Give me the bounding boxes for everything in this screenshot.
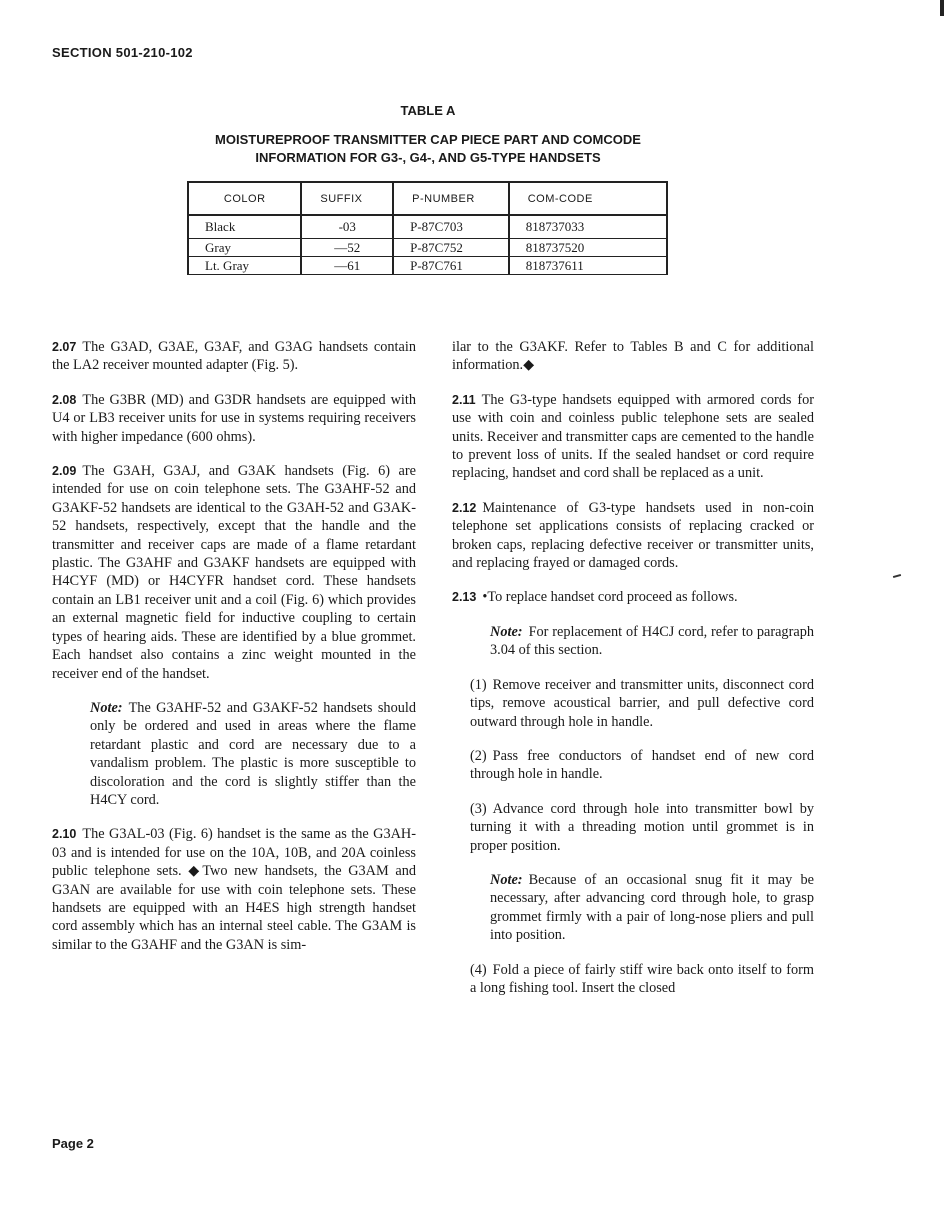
step-number: (3) (470, 800, 487, 817)
paragraph-number: 2.08 (52, 392, 77, 407)
paragraph-text: The G3AH, G3AJ, and G3AK handsets (Fig. 6) are intended for use on coin telephone sets. The G3AHF-52 and G3AKF-52 handsets are identical to the G3AH-52 and G3AK-52 handsets, respectively, except that the handle and the transmitter and receiver caps are made of a flame retardant plastic. The G3AHF and G3AKF handsets are equipped with H4CYF (MD) or H4CYFR handset cord. These handsets contain an LB1 receiver unit and a coil (Fig. 6) which provides an external magnetic field for inductive coupling to certain types of hearing aids. These are identified by a blue grommet. Each handset also contains a zinc weight mounted in the receiver end of the handset. (52, 463, 416, 682)
paragraph-2-09 (52, 462, 416, 683)
step-1 (470, 676, 814, 731)
table-title: TABLE A (400, 103, 456, 118)
note-text: The G3AHF-52 and G3AKF-52 handsets should only be ordered and used in areas where the flame retardant plastic and cord are necessary due to a vandalism problem. The plastic is more susceptible to discoloration and the cord is slightly stiffer than the H4CY cord. (90, 699, 416, 808)
paragraph-number: 2.11 (452, 392, 476, 407)
paragraph-2-10 (52, 825, 416, 954)
paragraph-number: 2.13 (452, 590, 477, 605)
note-h4cj-cord (490, 623, 814, 660)
column-header-com-code: COM-CODE (509, 182, 667, 215)
note-label: Note: (90, 699, 123, 716)
table-caption (0, 103, 856, 167)
paragraph-number: 2.12 (452, 500, 477, 515)
table-cell: Lt. Gray (188, 257, 301, 275)
step-number: (1) (470, 676, 487, 693)
right-column (452, 338, 814, 1013)
left-column (52, 338, 416, 970)
paragraph-text: The G3BR (MD) and G3DR handsets are equipped with U4 or LB3 receiver units for use in systems requiring receivers with higher impedance (600 ohms). (52, 391, 416, 445)
paragraph-2-13 (452, 588, 814, 606)
table-row (188, 215, 667, 239)
table-header-row (188, 182, 667, 215)
page-edge-mark (940, 0, 944, 16)
step-number: (4) (470, 961, 487, 978)
table-cell: P-87C752 (393, 239, 509, 257)
paragraph-text: •To replace handset cord proceed as follows. (482, 589, 738, 606)
paragraph-text: The G3-type handsets equipped with armored cords for use with coin and coinless public telephone sets are sealed units. Receiver and transmitter caps are cemented to the handle to prevent loss of units. If the sealed handset or cord require replacing, handset and cord shall be replaced as a unit. (452, 391, 814, 482)
table-cell: —61 (301, 257, 393, 275)
step-text: Fold a piece of fairly stiff wire back onto itself to form a long fishing tool. Insert the closed (470, 961, 814, 996)
table-cell: -03 (301, 215, 393, 239)
page-number: Page 2 (52, 1136, 94, 1151)
step-number: (2) (470, 747, 487, 764)
table-cell: 818737611 (509, 257, 667, 275)
paragraph-number: 2.09 (52, 464, 77, 479)
step-2 (470, 747, 814, 784)
table-cell: —52 (301, 239, 393, 257)
section-header: SECTION 501-210-102 (52, 45, 193, 60)
paragraph-text: The G3AD, G3AE, G3AF, and G3AG handsets contain the LA2 receiver mounted adapter (Fig. 5). (52, 339, 416, 374)
table-row (188, 239, 667, 257)
table-cell: P-87C761 (393, 257, 509, 275)
column-header-suffix: SUFFIX (301, 182, 393, 215)
paragraph-2-12 (452, 499, 814, 573)
step-text: Advance cord through hole into transmitter bowl by turning it with a threading motion until grommet is in proper position. (470, 800, 814, 854)
step-text: Pass free conductors of handset end of new cord through hole in handle. (470, 747, 814, 783)
note-label: Note: (490, 623, 523, 640)
paragraph-text: ilar to the G3AKF. Refer to Tables B and C for additional information.◆ (452, 339, 814, 374)
table-caption-line-2: INFORMATION FOR G3-, G4-, AND G5-TYPE HANDSETS (255, 150, 601, 165)
note-text: For replacement of H4CJ cord, refer to paragraph 3.04 of this section. (490, 623, 814, 659)
step-3 (470, 800, 814, 855)
table-cell: 818737520 (509, 239, 667, 257)
column-header-color: COLOR (188, 182, 301, 215)
paragraph-2-10-continued (452, 338, 814, 375)
note-flame-retardant (90, 699, 416, 809)
note-snug-fit (490, 871, 814, 945)
table-cell: P-87C703 (393, 215, 509, 239)
paragraph-2-11 (452, 391, 814, 483)
step-4 (470, 961, 814, 998)
parts-table (187, 181, 668, 275)
paragraph-text: The G3AL-03 (Fig. 6) handset is the same as the G3AH-03 and is intended for use on the 10A, 10B, and 20A coinless public telephone sets. ◆Two new handsets, the G3AM and G3AN are available for use with coin telephone sets. These handsets are equipped with an H4ES high strength handset cord assembly which has an internal steel cable. The G3AM is similar to the G3AHF and the G3AN is sim- (52, 826, 416, 953)
column-header-p-number: P-NUMBER (393, 182, 509, 215)
paragraph-2-07 (52, 338, 416, 375)
table-cell: 818737033 (509, 215, 667, 239)
paragraph-number: 2.10 (52, 827, 77, 842)
note-label: Note: (490, 871, 523, 888)
table-row (188, 257, 667, 275)
margin-mark (893, 574, 901, 578)
paragraph-number: 2.07 (52, 340, 77, 354)
table-caption-line-1: MOISTUREPROOF TRANSMITTER CAP PIECE PART AND COMCODE (215, 132, 641, 147)
paragraph-2-08 (52, 391, 416, 446)
note-text: Because of an occasional snug fit it may be necessary, after advancing cord through hole, to grasp grommet firmly with a pair of long-nose pliers and pull into position. (490, 871, 814, 944)
step-text: Remove receiver and transmitter units, disconnect cord tips, remove acoustical barrier, and pull defective cord outward through hole in handle. (470, 676, 814, 730)
table-cell: Black (188, 215, 301, 239)
table-cell: Gray (188, 239, 301, 257)
paragraph-text: Maintenance of G3-type handsets used in non-coin telephone set applications consists of replacing cracked or broken caps, replacing defective receiver or transmitter units, and replacing frayed or damaged cords. (452, 499, 814, 572)
